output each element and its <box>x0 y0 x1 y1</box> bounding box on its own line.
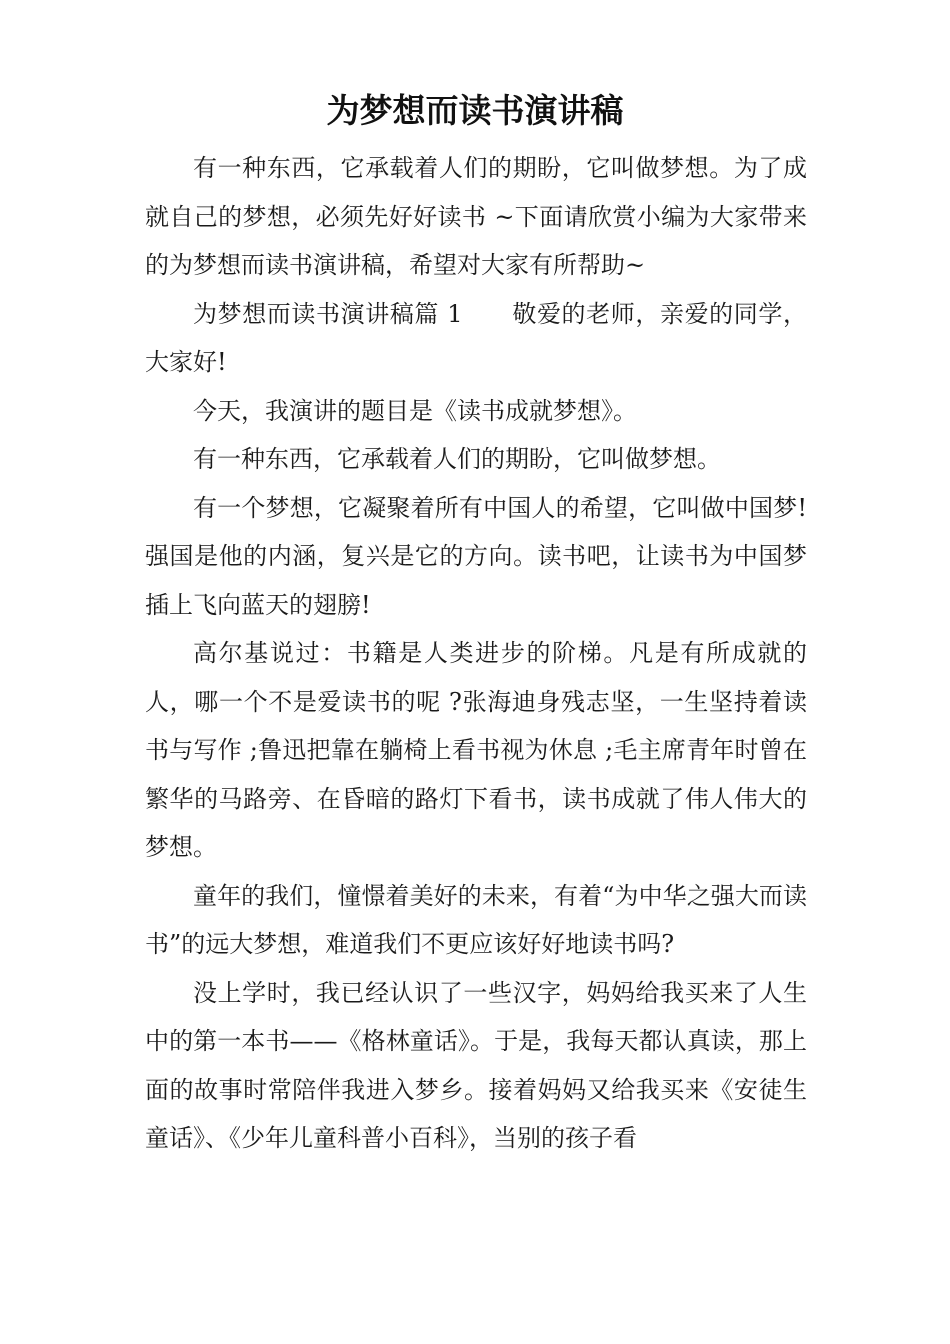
paragraph-childhood: 童年的我们，憧憬着美好的未来，有着“为中华之强大而读书”的远大梦想，难道我们不更应该好好地读书吗? <box>145 881 807 958</box>
document-title: 为梦想而读书演讲稿 <box>326 91 624 130</box>
paragraph-intro: 有一种东西，它承载着人们的期盼，它叫做梦想。为了成就自己的梦想，必须先好好读书 ~下面请欣赏小编为大家带来的为梦想而读书演讲稿，希望对大家有所帮助~ <box>145 154 807 279</box>
paragraph-first-book: 没上学时，我已经认识了一些汉字，妈妈给我买来了人生中的第一本书——《格林童话》。于是，我每天都认真读，那上面的故事时常陪伴我进入梦乡。接着妈妈又给我买来《安徒生童话》、《少年儿童科普小百科》，当别的孩子看 <box>145 978 807 1152</box>
paragraph-china-dream: 有一个梦想，它凝聚着所有中国人的希望，它叫做中国梦!强国是他的内涵，复兴是它的方向。读书吧，让读书为中国梦插上飞向蓝天的翅膀! <box>145 493 807 619</box>
paragraph-topic: 今天，我演讲的题目是《读书成就梦想》。 <box>193 396 637 425</box>
paragraph-greeting: 为梦想而读书演讲稿篇 1 敬爱的老师，亲爱的同学，大家好! <box>145 299 807 376</box>
paragraph-gorky-quote: 高尔基说过：书籍是人类进步的阶梯。凡是有所成就的人，哪一个不是爱读书的呢 ?张海迪身残志坚，一生坚持着读书与写作 ;鲁迅把靠在躺椅上看书视为休息 ;毛主席青年时曾在繁华的马路旁、在昏暗的路灯下看书，读书成就了伟人伟大的梦想。 <box>145 639 807 861</box>
paragraph-dream: 有一种东西，它承载着人们的期盼，它叫做梦想。 <box>193 445 721 473</box>
document-body <box>145 144 807 1163</box>
